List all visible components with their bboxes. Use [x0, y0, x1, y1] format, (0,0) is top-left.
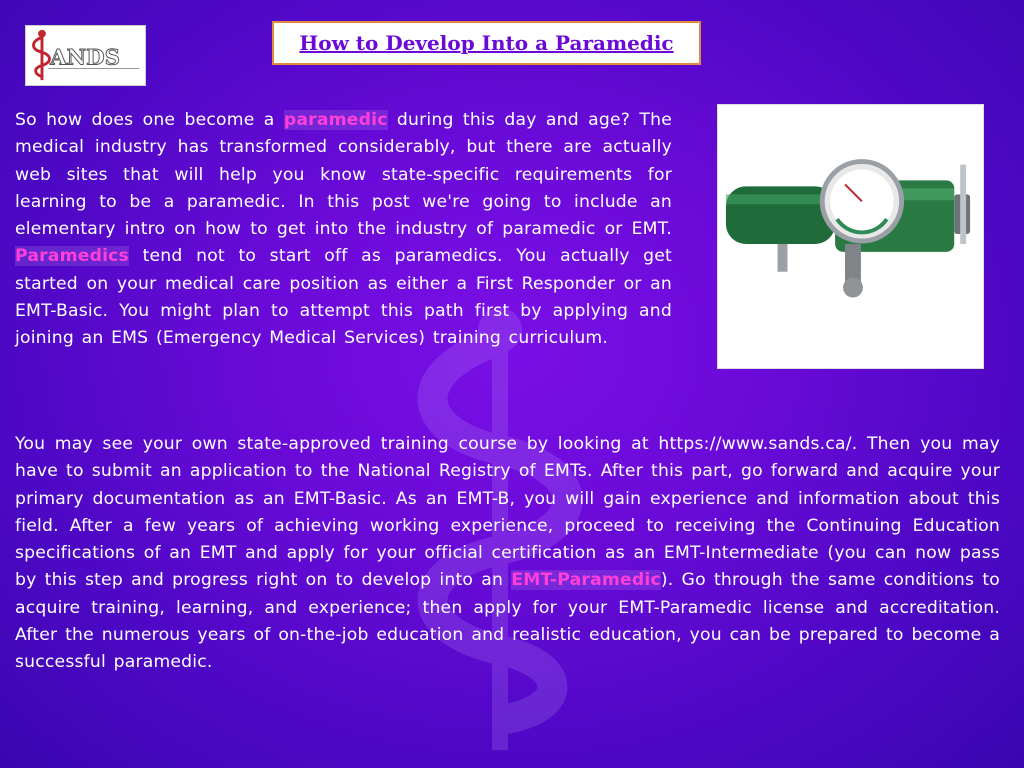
paramedics-link[interactable]: Paramedics	[15, 246, 129, 267]
paramedic-link[interactable]: paramedic	[283, 110, 388, 130]
sands-logo	[25, 25, 146, 86]
details-paragraph	[15, 431, 1000, 677]
oxygen-regulator-photo	[717, 104, 984, 369]
intro-text-2: during this day and age? The medical industry has transformed considerably, but there are actually web sites that will help you know state-specific requirements for learning to be a paramedic. In this post we're going to include an elementary intro on how to get into the industry of paramedic or EMT.	[15, 110, 672, 240]
details-text-1: You may see your own state-approved training course by looking at https://www.sands.ca/. Then you may have to submit an application to the National Registry of EMTs. After this part, go forward and acquire your primary documentation as an EMT-Basic. As an EMT-B, you will gain experience and information about this field. After a few years of achieving working experience, proceed to receiving the Continuing Education specifications of an EMT and apply for your official certification as an EMT-Intermediate (you can now pass by this step and progress right on to develop into an	[15, 434, 1000, 591]
page-title-box	[272, 21, 701, 65]
intro-text-1: So how does one become a	[15, 110, 284, 130]
svg-text:ANDS: ANDS	[50, 45, 120, 71]
details-text-2: ). Go through the same conditions to acquire training, learning, and experience; then apply for your EMT-Paramedic license and accreditation. After the numerous years of on-the-job education and realistic education, you can be prepared to become a successful paramedic.	[15, 570, 1000, 673]
page-title: How to Develop Into a Paramedic	[299, 31, 674, 55]
intro-text-3: tend not to start off as paramedics. You actually get started on your medical care position as either a First Responder or an EMT-Basic. You might plan to attempt this path first by applying and joining an EMS (Emergency Medical Services) training curriculum.	[15, 246, 672, 349]
emt-paramedic-link[interactable]: EMT-Paramedic	[511, 570, 661, 591]
intro-paragraph	[15, 107, 672, 353]
